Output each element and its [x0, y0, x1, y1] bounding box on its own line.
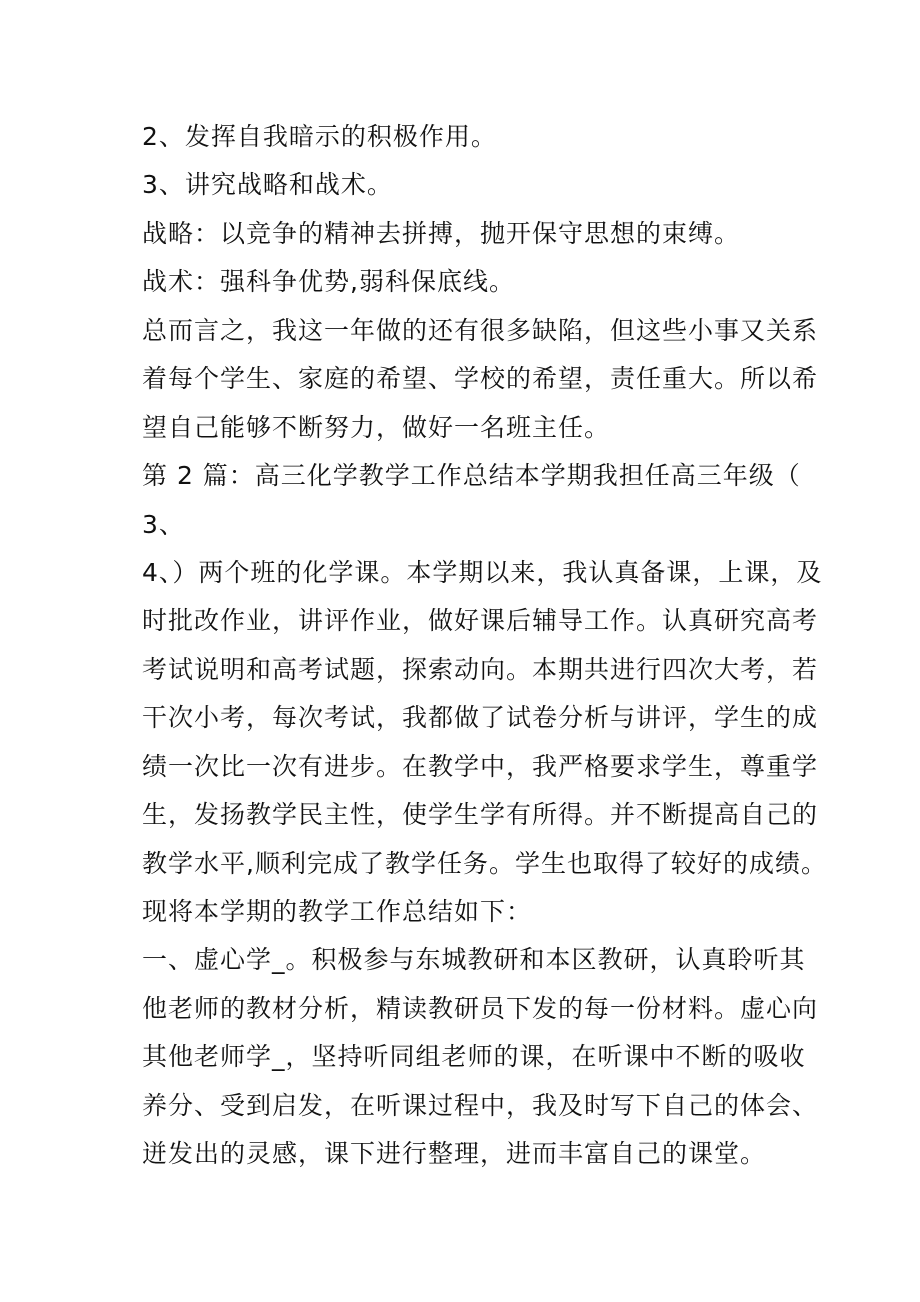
- text-line: 养分、受到启发，在听课过程中，我及时写下自己的体会、: [142, 1091, 819, 1120]
- text-line: 2、发挥自我暗示的积极作用。: [142, 122, 497, 151]
- text-line: 着每个学生、家庭的希望、学校的希望，责任重大。所以希: [142, 364, 819, 393]
- text-line: 时批改作业，讲评作业，做好课后辅导工作。认真研究高考: [142, 606, 819, 635]
- text-line: 一、虚心学_。积极参与东城教研和本区教研，认真聆听其: [142, 945, 806, 974]
- text-line: 干次小考，每次考试，我都做了试卷分析与讲评，学生的成: [142, 703, 819, 732]
- text-line: 迸发出的灵感，课下进行整理，进而丰富自己的课堂。: [142, 1139, 767, 1168]
- text-line: 3、: [142, 510, 185, 539]
- text-line: 绩一次比一次有进步。在教学中，我严格要求学生，尊重学: [142, 752, 819, 781]
- text-line: 生，发扬教学民主性，使学生学有所得。并不断提高自己的: [142, 800, 819, 829]
- text-line: 其他老师学_，坚持听同组老师的课，在听课中不断的吸收: [142, 1042, 806, 1071]
- text-line: 他老师的教材分析，精读教研员下发的每一份材料。虚心向: [142, 994, 819, 1023]
- text-line: 总而言之，我这一年做的还有很多缺陷，但这些小事又关系: [142, 316, 819, 345]
- text-line: 4、）两个班的化学课。本学期以来，我认真备课，上课，及: [142, 558, 823, 587]
- text-line: 望自己能够不断努力，做好一名班主任。: [142, 413, 611, 442]
- text-line: 第 2 篇：高三化学教学工作总结本学期我担任高三年级（: [142, 461, 801, 490]
- text-line: 战术：强科争优势,弱科保底线。: [142, 267, 515, 296]
- text-line: 3、讲究战略和战术。: [142, 170, 393, 199]
- text-line: 现将本学期的教学工作总结如下：: [142, 897, 533, 926]
- text-line: 战略：以竞争的精神去拼搏，抛开保守思想的束缚。: [142, 219, 741, 248]
- text-line: 教学水平,顺利完成了教学任务。学生也取得了较好的成绩。: [142, 849, 827, 878]
- text-line: 考试说明和高考试题，探索动向。本期共进行四次大考，若: [142, 655, 819, 684]
